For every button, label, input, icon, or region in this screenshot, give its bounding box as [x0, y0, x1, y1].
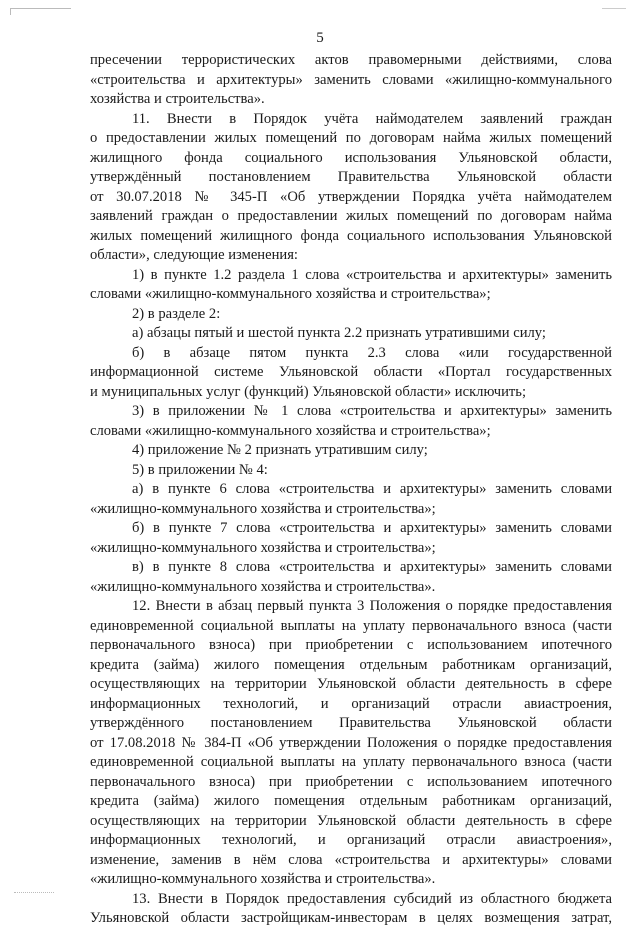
text-line: 11. Внести в Порядок учёта наймодателем заявлений граждан	[132, 110, 612, 127]
text-line: а) в пункте 6 слова «строительства и архитектуры» заменить словами	[132, 481, 612, 497]
text-line: кредита (займа) жилого помещения отдельным работникам организаций,	[90, 793, 612, 809]
scan-corner-mark	[10, 8, 71, 15]
text-line: первоначального взноса) при приобретении с использованием ипотечного	[90, 637, 612, 653]
text-line: словами «жилищно-коммунального хозяйства и строительства»;	[90, 422, 491, 439]
text-line: 12. Внести в абзац первый пункта 3 Положения о порядке предоставления	[132, 598, 612, 614]
text-line: изменение, заменив в нём слова «строительства и архитектуры» словами	[90, 851, 612, 868]
text-line: о предоставлении жилых помещений по договорам найма жилых помещений	[90, 130, 612, 146]
text-line: «жилищно-коммунального хозяйства и строительства».	[90, 871, 436, 887]
text-line: «строительства и архитектуры» заменить словами «жилищно-коммунального	[90, 71, 612, 88]
text-line: осуществляющих на территории Ульяновской области деятельность в сфере	[90, 676, 612, 692]
text-line: б) в пункте 7 слова «строительства и архитектуры» заменить словами	[132, 520, 612, 536]
text-line: хозяйства и строительства».	[90, 91, 265, 107]
scan-edge-mark	[602, 8, 626, 9]
text-line: в) в пункте 8 слова «строительства и архитектуры» заменить словами	[132, 559, 612, 575]
text-line: утверждённого постановлением Правительства Ульяновской области	[90, 715, 612, 731]
text-line: словами «жилищно-коммунального хозяйства и строительства»;	[90, 286, 491, 302]
text-line: «жилищно-коммунального хозяйства и строительства»;	[90, 500, 436, 517]
text-line: заявлений граждан о предоставлении жилых помещений по договорам найма	[90, 208, 612, 224]
text-line: единовременной социальной выплаты на уплату первоначального взноса (части	[90, 754, 612, 770]
text-line: от 17.08.2018 № 384-П «Об утверждении Положения о порядке предоставления	[90, 734, 612, 751]
text-line: 4) приложение № 2 признать утратившим силу;	[132, 442, 428, 458]
text-line: информационной системе Ульяновской области «Портал государственных	[90, 364, 612, 380]
text-line: единовременной социальной выплаты на уплату первоначального взноса (части	[90, 617, 612, 634]
text-line: осуществляющих на территории Ульяновской области деятельность в сфере	[90, 812, 612, 829]
text-line: «жилищно-коммунального хозяйства и строительства»;	[90, 539, 436, 556]
scan-edge-dots	[14, 892, 54, 895]
page-number: 5	[316, 30, 324, 46]
text-line: пресечении террористических актов правомерными действиями, слова	[90, 52, 612, 68]
text-line: «жилищно-коммунального хозяйства и строительства».	[90, 578, 436, 595]
text-line: жилых помещений жилищного фонда социального использования Ульяновской	[90, 227, 612, 244]
text-line: Ульяновской области застройщикам-инвесторам в целях возмещения затрат,	[90, 910, 612, 926]
text-line: первоначального взноса) при приобретении с использованием ипотечного	[90, 773, 612, 790]
text-line: информационных технологий, и организаций отрасли авиастроения»,	[90, 832, 612, 848]
text-line: области», следующие изменения:	[90, 247, 298, 263]
text-line: от 30.07.2018 № 345-П «Об утверждении Порядка учёта наймодателем	[90, 188, 612, 205]
text-line: б) в абзаце пятом пункта 2.3 слова «или государственной	[132, 344, 612, 361]
text-line: 3) в приложении № 1 слова «строительства и архитектуры» заменить	[132, 403, 612, 419]
text-line: утверждённый постановлением Правительства Ульяновской области	[90, 169, 612, 185]
text-line: жилищного фонда социального использования Ульяновской области,	[90, 149, 612, 166]
text-line: 5) в приложении № 4:	[132, 461, 268, 478]
text-line: 2) в разделе 2:	[132, 305, 221, 322]
text-line: а) абзацы пятый и шестой пункта 2.2 признать утратившими силу;	[132, 325, 546, 341]
text-line: 1) в пункте 1.2 раздела 1 слова «строительства и архитектуры» заменить	[132, 266, 612, 283]
text-line: информационных технологий, и организаций отрасли авиастроения,	[90, 695, 612, 712]
document-body	[90, 51, 612, 929]
text-line: кредита (займа) жилого помещения отдельным работникам организаций,	[90, 656, 612, 673]
text-line: и муниципальных услуг (функций) Ульяновской области» исключить;	[90, 383, 527, 400]
text-line: 13. Внести в Порядок предоставления субсидий из областного бюджета	[132, 890, 612, 907]
